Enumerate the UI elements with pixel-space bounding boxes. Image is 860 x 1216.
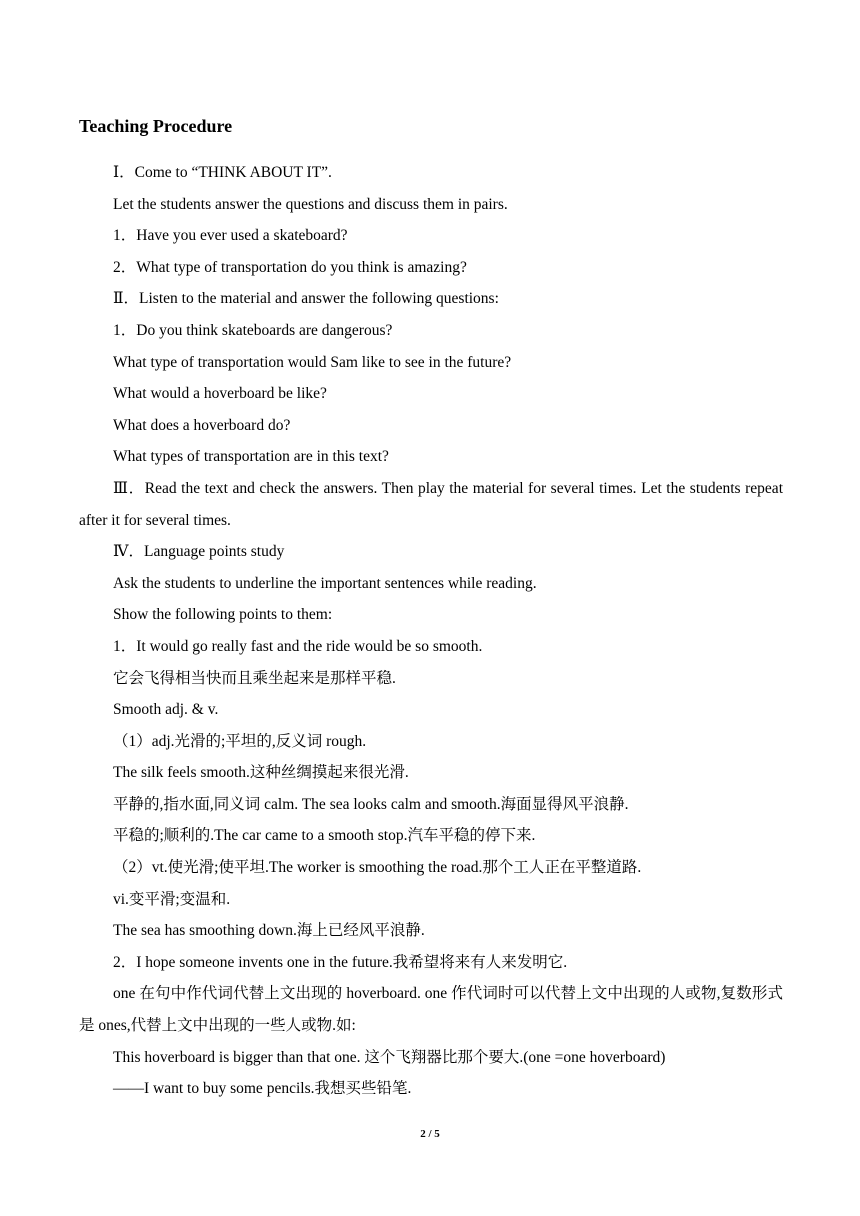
definition-line: （1）adj.光滑的;平坦的,反义词 rough.	[113, 732, 367, 750]
question-line: 1．Have you ever used a skateboard?	[113, 227, 348, 245]
question-line: 2．What type of transportation do you think is amazing?	[113, 258, 467, 276]
vocab-entry: Smooth adj. & v.	[113, 701, 219, 719]
example-line: This hoverboard is bigger than that one. 这个飞翔器比那个要大.(one =one hoverboard)	[113, 1048, 666, 1066]
example-line: ——I want to buy some pencils.我想买些铅笔.	[113, 1080, 412, 1098]
step-4-heading: Ⅳ．Language points study	[113, 543, 285, 561]
definition-line: vi.变平滑;变温和.	[113, 890, 231, 908]
one-usage-paragraph: one 在句中作代词代替上文出现的 hoverboard. one 作代词时可以代替上文中出现的人或物,复数形式是 ones,代替上文中出现的一些人或物.如:	[79, 985, 783, 1035]
question-line: What types of transportation are in this text?	[113, 448, 389, 466]
example-line: 平稳的;顺利的.The car came to a smooth stop.汽车平稳的停下来.	[113, 827, 536, 845]
language-point-2: 2．I hope someone invents one in the future.我希望将来有人来发明它.	[113, 953, 568, 971]
page-number: 2 / 5	[420, 1128, 440, 1140]
example-line: 平静的,指水面,同义词 calm. The sea looks calm and smooth.海面显得风平浪静.	[113, 795, 629, 813]
section-heading: Teaching Procedure	[79, 116, 233, 136]
step-3-paragraph: Ⅲ．Read the text and check the answers. Then play the material for several times. Let the students repeat after it for several times.	[79, 479, 783, 529]
translation-line: 它会飞得相当快而且乘坐起来是那样平稳.	[113, 669, 396, 687]
text-line: Show the following points to them:	[113, 606, 333, 624]
question-line: What does a hoverboard do?	[113, 416, 291, 434]
question-line: 1．Do you think skateboards are dangerous?	[113, 321, 393, 339]
language-point-1: 1．It would go really fast and the ride would be so smooth.	[113, 637, 483, 655]
text-line: Ask the students to underline the important sentences while reading.	[113, 574, 537, 592]
question-line: What would a hoverboard be like?	[113, 385, 327, 403]
question-line: What type of transportation would Sam like to see in the future?	[113, 353, 512, 371]
definition-line: （2）vt.使光滑;使平坦.The worker is smoothing the road.那个工人正在平整道路.	[113, 859, 642, 877]
document-body	[79, 157, 783, 1105]
example-line: The silk feels smooth.这种丝绸摸起来很光滑.	[113, 764, 409, 782]
example-line: The sea has smoothing down.海上已经风平浪静.	[113, 922, 425, 940]
step-2-heading: Ⅱ．Listen to the material and answer the following questions:	[113, 290, 499, 308]
step-1-heading: Ⅰ．Come to “THINK ABOUT IT”.	[113, 164, 332, 181]
text-line: Let the students answer the questions and discuss them in pairs.	[113, 195, 508, 213]
